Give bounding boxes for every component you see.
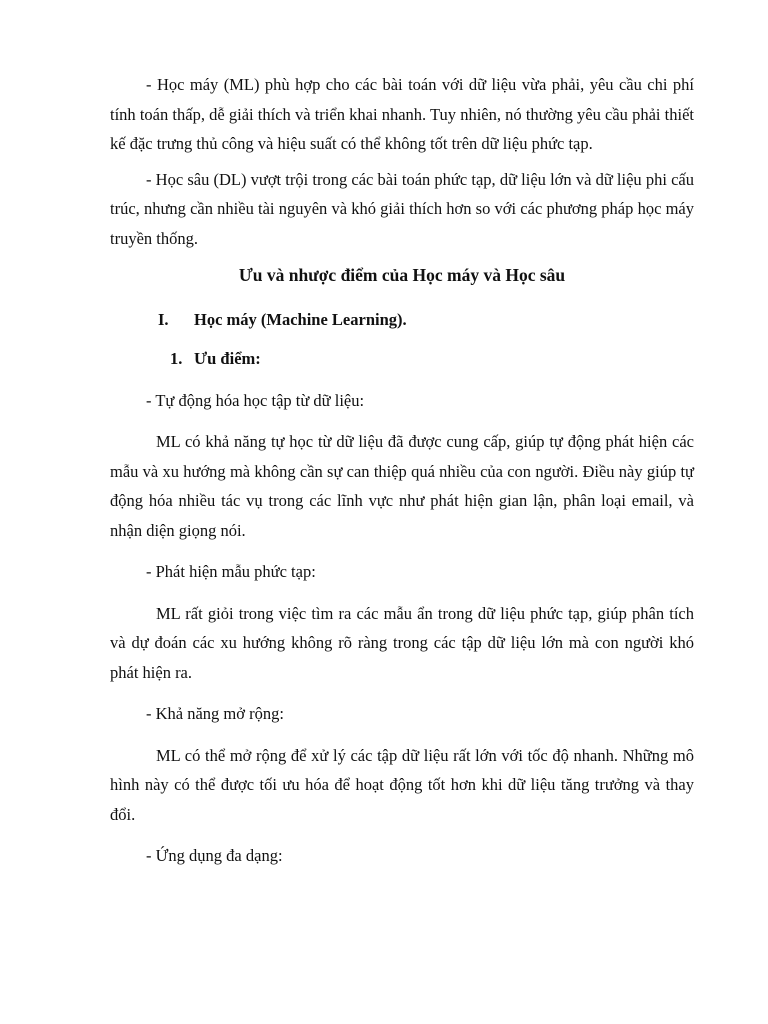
- item-label-automation: - Tự động hóa học tập từ dữ liệu:: [146, 390, 365, 410]
- section-heading: [110, 305, 694, 335]
- document-heading: Ưu và nhược điểm của Học máy và Học sâu: [238, 265, 566, 285]
- intro-paragraph-ml: - Học máy (ML) phù hợp cho các bài toán với dữ liệu vừa phải, yêu cầu chi phí tính toán thấp, dễ giải thích và triển khai nhanh. Tuy nhiên, nó thường yêu cầu phải thiết kế đặc trưng thủ công và hiệu suất có thể không tốt trên dữ liệu phức tạp.: [110, 75, 694, 153]
- subsection-number: 1.: [170, 349, 183, 368]
- item-body-scalability: ML có thể mở rộng để xử lý các tập dữ liệu rất lớn với tốc độ nhanh. Những mô hình này có thể được tối ưu hóa để hoạt động tốt hơn khi dữ liệu tăng trưởng và thay đổi.: [110, 745, 694, 824]
- section-title: Học máy (Machine Learning).: [194, 309, 407, 329]
- item-label-pattern-detection: - Phát hiện mẫu phức tạp:: [146, 562, 316, 581]
- intro-paragraph-dl: - Học sâu (DL) vượt trội trong các bài toán phức tạp, dữ liệu lớn và dữ liệu phi cấu trúc, nhưng cần nhiều tài nguyên và khó giải thích hơn so với các phương pháp học máy truyền thống.: [110, 169, 694, 248]
- section-number: I.: [158, 309, 169, 329]
- item-label-applications: - Ứng dụng đa dạng:: [146, 846, 283, 865]
- item-label-scalability: - Khả năng mở rộng:: [146, 704, 284, 723]
- subsection-title: Ưu điểm:: [194, 349, 261, 368]
- item-body-pattern-detection: ML rất giỏi trong việc tìm ra các mẫu ẩn trong dữ liệu phức tạp, giúp phân tích và dự đoán các xu hướng không rõ ràng trong các tập dữ liệu lớn mà con người khó phát hiện ra.: [110, 603, 694, 682]
- item-body-automation: ML có khả năng tự học từ dữ liệu đã được cung cấp, giúp tự động phát hiện các mẫu và xu hướng mà không cần sự can thiệp quá nhiều của con người. Điều này giúp tự động hóa nhiều tác vụ trong các lĩnh vực như phát hiện gian lận, phân loại email, và nhận diện giọng nói.: [110, 432, 694, 540]
- subsection-heading: [110, 344, 694, 374]
- document-page: [110, 70, 694, 871]
